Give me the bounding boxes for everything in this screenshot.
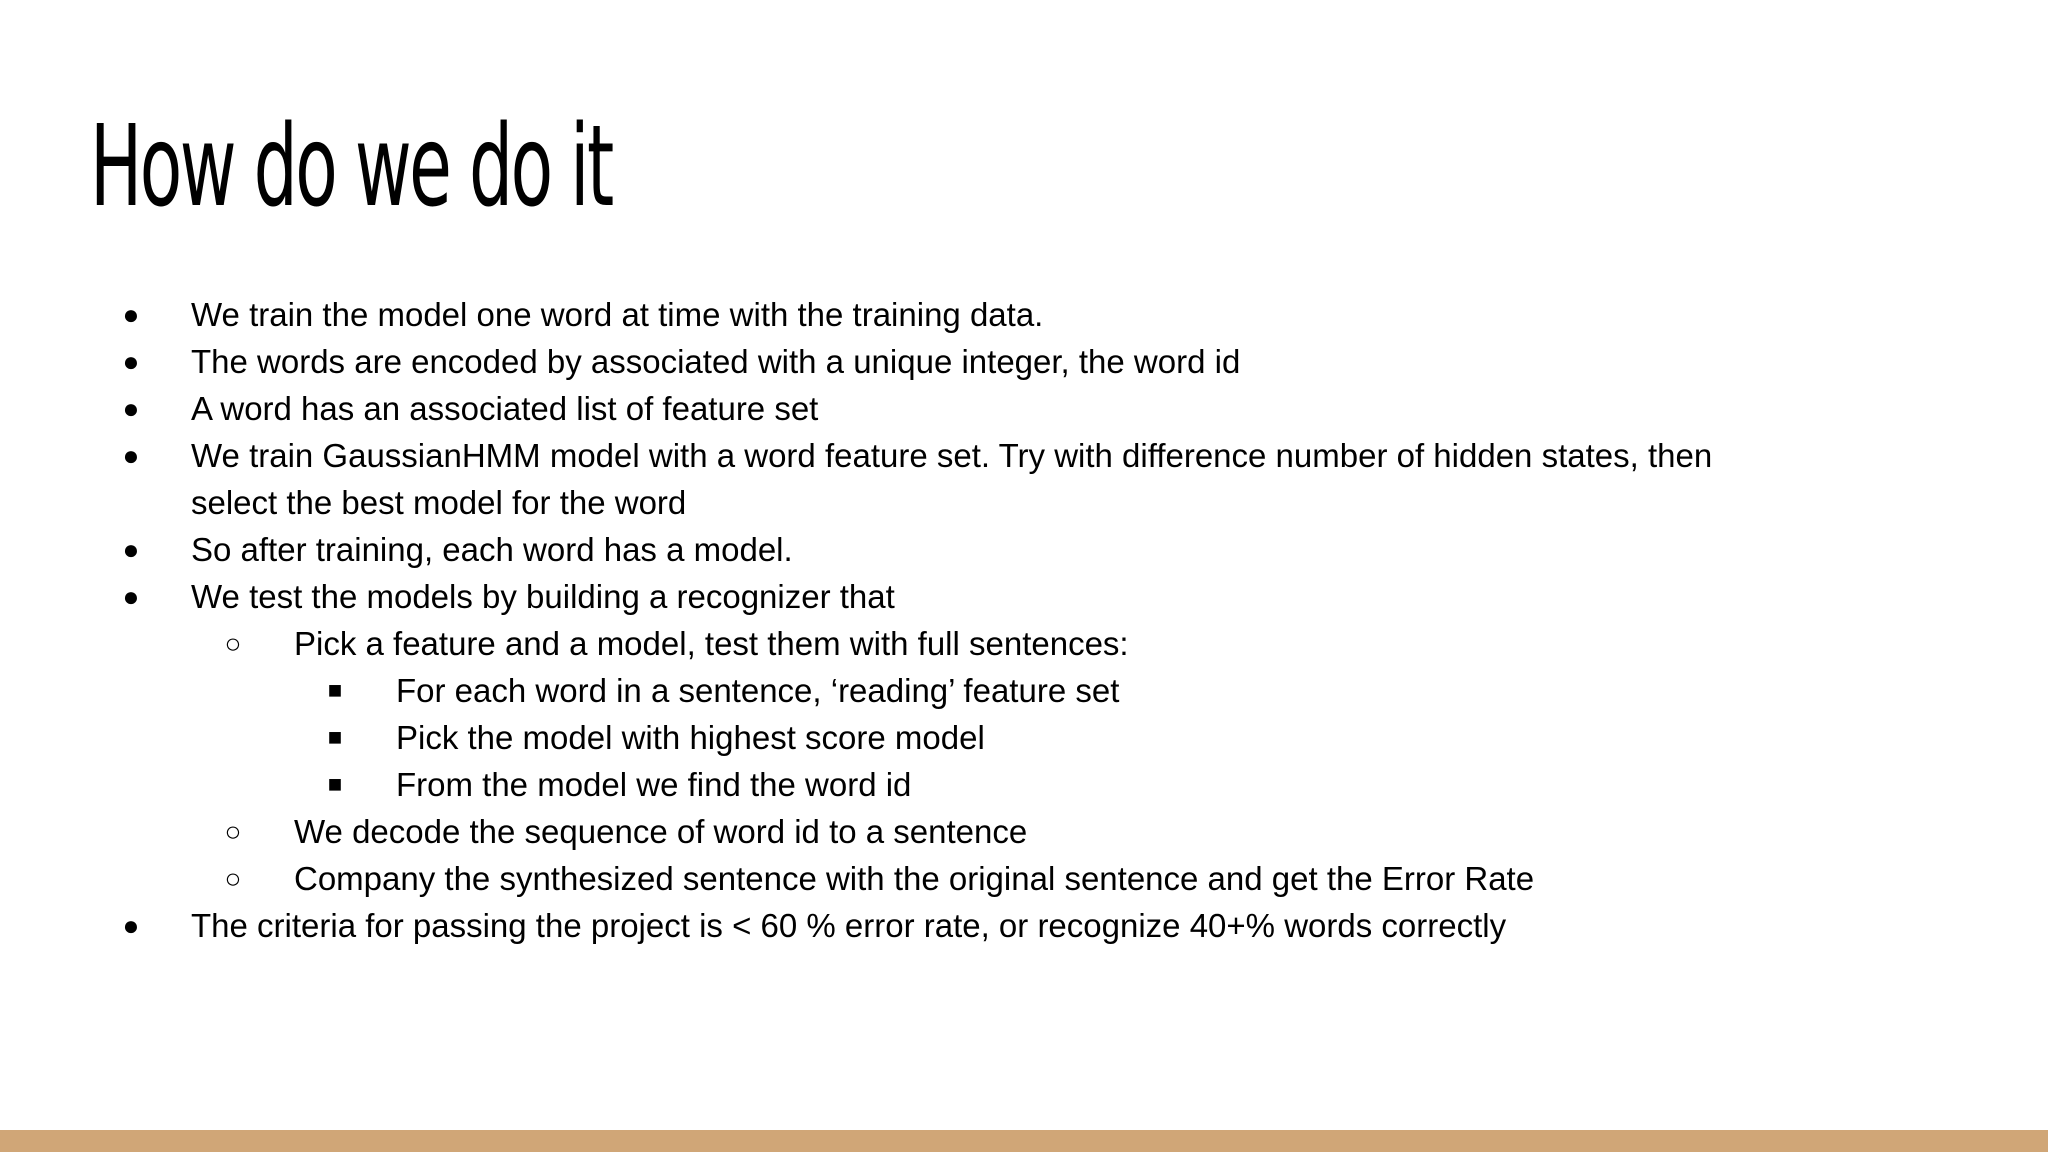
bullet-disc-icon: ● xyxy=(122,299,140,330)
bullet-item xyxy=(0,714,1712,761)
bullet-square-icon: ■ xyxy=(327,771,343,798)
bullet-text: For each word in a sentence, ‘reading’ feature set xyxy=(396,672,1120,709)
bullet-item xyxy=(0,385,1712,432)
bullet-text: The criteria for passing the project is < 60 % error rate, or recognize 40+% words correctly xyxy=(191,907,1507,944)
bullet-item xyxy=(0,573,1712,620)
bullet-square-icon: ■ xyxy=(327,677,343,704)
bullet-disc-icon: ● xyxy=(122,910,140,941)
bullet-item xyxy=(0,855,1712,902)
bullet-item xyxy=(0,291,1712,338)
bullet-circle-icon: ○ xyxy=(224,863,242,894)
bullet-item xyxy=(0,338,1712,385)
bullet-text: We decode the sequence of word id to a sentence xyxy=(294,813,1028,850)
bullet-circle-icon: ○ xyxy=(224,628,242,659)
bullet-item xyxy=(0,761,1712,808)
bullet-item xyxy=(0,808,1712,855)
footer-accent-bar xyxy=(0,1130,2048,1152)
bullet-item xyxy=(0,667,1712,714)
bullet-text: Pick the model with highest score model xyxy=(396,719,985,756)
bullet-text: Company the synthesized sentence with the original sentence and get the Error Rate xyxy=(294,860,1535,897)
bullet-text: From the model we find the word id xyxy=(396,766,912,803)
bullet-disc-icon: ● xyxy=(122,534,140,565)
bullet-item xyxy=(0,620,1712,667)
bullet-disc-icon: ● xyxy=(122,440,140,471)
bullet-disc-icon: ● xyxy=(122,393,140,424)
bullet-text: We test the models by building a recognizer that xyxy=(191,578,895,615)
bullet-disc-icon: ● xyxy=(122,346,140,377)
bullet-square-icon: ■ xyxy=(327,724,343,751)
slide-title: How do we do it xyxy=(90,102,612,232)
bullet-text: A word has an associated list of feature set xyxy=(191,390,819,427)
bullet-item xyxy=(0,432,1712,479)
bullet-disc-icon: ● xyxy=(122,581,140,612)
bullet-item xyxy=(0,526,1712,573)
bullet-text: We train the model one word at time with the training data. xyxy=(191,296,1044,333)
bullet-text: The words are encoded by associated with a unique integer, the word id xyxy=(191,343,1241,380)
bullet-item xyxy=(0,902,1712,949)
bullet-text: Pick a feature and a model, test them with full sentences: xyxy=(294,625,1129,662)
bullet-text: We train GaussianHMM model with a word feature set. Try with difference number of hidden states, then xyxy=(191,437,1713,474)
bullet-text: select the best model for the word xyxy=(191,484,687,521)
bullet-circle-icon: ○ xyxy=(224,816,242,847)
bullet-item-continuation xyxy=(0,479,1712,526)
bullet-text: So after training, each word has a model. xyxy=(191,531,793,568)
bullet-list xyxy=(0,291,1712,949)
